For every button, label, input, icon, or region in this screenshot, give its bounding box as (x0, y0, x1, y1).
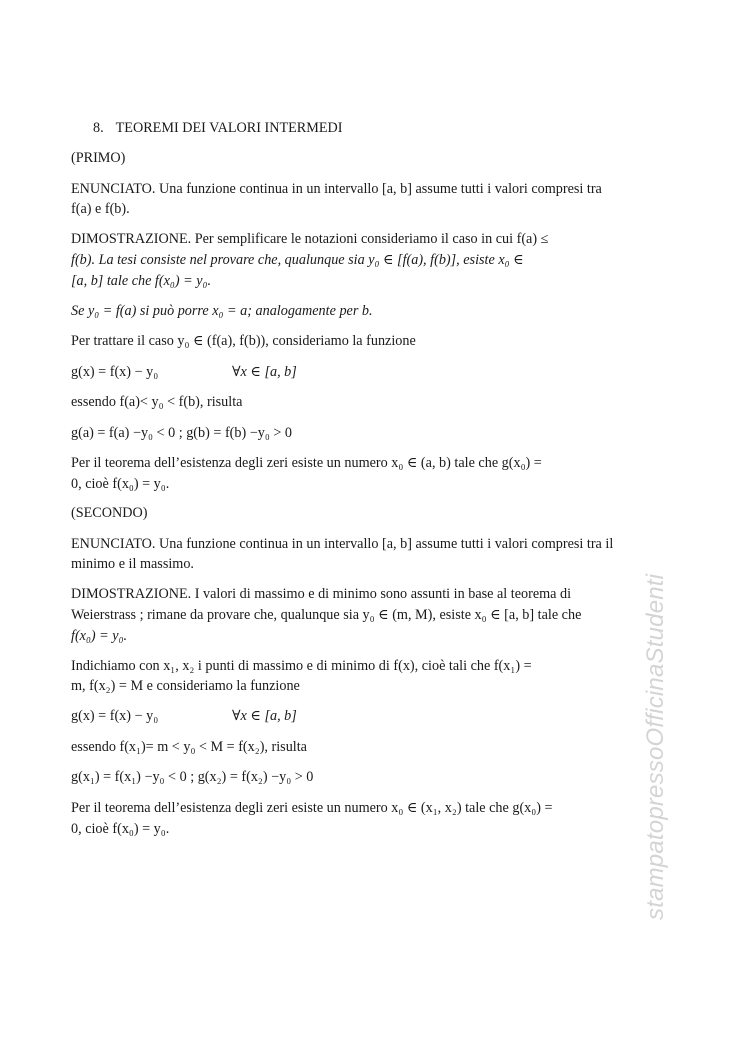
secondo-dimostrazione-line-1: DIMOSTRAZIONE. I valori di massimo e di minimo sono assunti in base al teorema di (71, 586, 572, 602)
primo-essendo-line: essendo f(a)< y₀ < f(b), risulta (71, 394, 243, 410)
primo-enunciato-line-1: ENUNCIATO. Una funzione continua in un intervallo [a, b] assume tutti i valori compresi tra (71, 181, 602, 197)
secondo-conclusione-line-2: 0, cioè f(x₀) = y₀. (71, 821, 170, 837)
watermark: stampatopressoOfficinaStudenti (642, 573, 669, 920)
primo-enunciato-line-2: f(a) e f(b). (71, 201, 130, 217)
secondo-g-values: g(x₁) = f(x₁) −y₀ < 0 ; g(x₂) = f(x₂) −y₀ > 0 (71, 769, 314, 785)
secondo-enunciato-line-1: ENUNCIATO. Una funzione continua in un intervallo [a, b] assume tutti i valori compresi tra il (71, 536, 614, 552)
primo-g-definition: g(x) = f(x) − y₀ (71, 364, 159, 380)
section-number: 8. (93, 120, 104, 136)
primo-g-values: g(a) = f(a) −y₀ < 0 ; g(b) = f(b) −y₀ > 0 (71, 425, 292, 441)
section-title: TEOREMI DEI VALORI INTERMEDI (115, 120, 343, 136)
primo-conclusione-line-2: 0, cioè f(x₀) = y₀. (71, 476, 170, 492)
primo-label: (PRIMO) (71, 150, 126, 166)
primo-g-forall: ∀x ∈ [a, b] (232, 364, 297, 380)
secondo-conclusione-line-1: Per il teorema dell’esistenza degli zeri esiste un numero x₀ ∈ (x₁, x₂) tale che g(x₀) = (71, 800, 553, 816)
primo-conclusione-line-1: Per il teorema dell’esistenza degli zeri esiste un numero x₀ ∈ (a, b) tale che g(x₀) = (71, 455, 542, 471)
secondo-dimostrazione-line-3: f(x₀) = y₀. (71, 628, 128, 644)
secondo-g-definition: g(x) = f(x) − y₀ (71, 708, 159, 724)
secondo-enunciato-line-2: minimo e il massimo. (71, 556, 194, 572)
section-heading (93, 119, 343, 137)
secondo-label: (SECONDO) (71, 505, 148, 521)
primo-se-line: Se y₀ = f(a) si può porre x₀ = a; analogamente per b. (71, 303, 373, 319)
primo-dimostrazione-line-1: DIMOSTRAZIONE. Per semplificare le notazioni consideriamo il caso in cui f(a) ≤ (71, 231, 549, 247)
secondo-indichiamo-line-2: m, f(x₂) = M e consideriamo la funzione (71, 678, 300, 694)
secondo-indichiamo-line-1: Indichiamo con x₁, x₂ i punti di massimo e di minimo di f(x), cioè tali che f(x₁) = (71, 658, 532, 674)
primo-trattare-line: Per trattare il caso y₀ ∈ (f(a), f(b)), consideriamo la funzione (71, 333, 416, 349)
secondo-essendo-line: essendo f(x₁)= m < y₀ < M = f(x₂), risulta (71, 739, 307, 755)
secondo-g-forall: ∀x ∈ [a, b] (232, 708, 297, 724)
primo-dimostrazione-line-3: [a, b] tale che f(x₀) = y₀. (71, 273, 211, 289)
primo-dimostrazione-line-2: f(b). La tesi consiste nel provare che, qualunque sia y₀ ∈ [f(a), f(b)], esiste x₀ ∈ (71, 252, 524, 268)
secondo-dimostrazione-line-2: Weierstrass ; rimane da provare che, qualunque sia y₀ ∈ (m, M), esiste x₀ ∈ [a, b] tale che (71, 607, 582, 623)
